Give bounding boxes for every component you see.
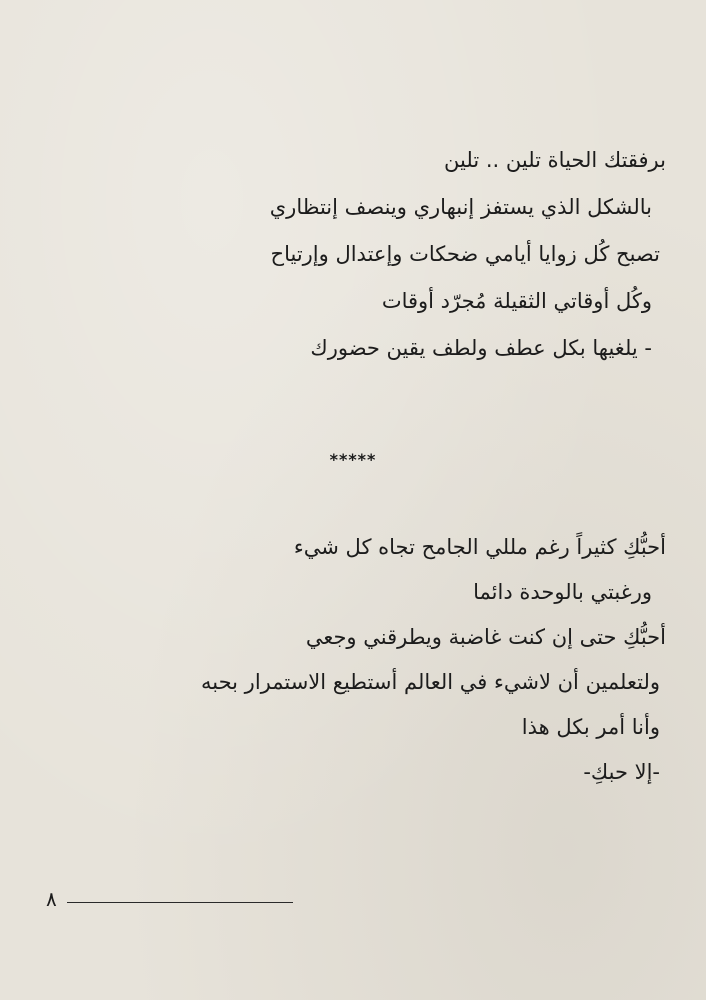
poem-line: أحبُّكِ حتى إن كنت غاضبة ويطرقني وجعي <box>305 625 666 649</box>
footer-rule <box>67 902 293 903</box>
poem-stanza-2 <box>201 532 666 802</box>
poem-line: وأنا أمر بكل هذا <box>521 715 660 739</box>
page-number: ٨ <box>46 887 57 911</box>
poem-line: ورغبتي بالوحدة دائما <box>473 580 652 604</box>
poem-line: أحبُّكِ كثيراً رغم مللي الجامح تجاه كل شيء <box>293 535 666 559</box>
poem-stanza-1 <box>270 145 666 380</box>
poem-line: بالشكل الذي يستفز إنبهاري وينصف إنتظاري <box>269 195 652 219</box>
page-footer <box>46 885 293 913</box>
poem-line: -إلا حبكِ- <box>583 760 660 784</box>
section-separator: ***** <box>329 450 377 469</box>
poem-line: تصبح كُل زوايا أيامي ضحكات وإعتدال وإرتياح <box>270 242 660 266</box>
poem-line: وكُل أوقاتي الثقيلة مُجرّد أوقات <box>381 289 652 313</box>
poem-line: برفقتك الحياة تلين .. تلين <box>444 148 666 172</box>
poem-line: ولتعلمين أن لاشيء في العالم أستطيع الاستمرار بحبه <box>201 670 660 694</box>
poem-line: - يلغيها بكل عطف ولطف يقين حضورك <box>310 336 652 360</box>
